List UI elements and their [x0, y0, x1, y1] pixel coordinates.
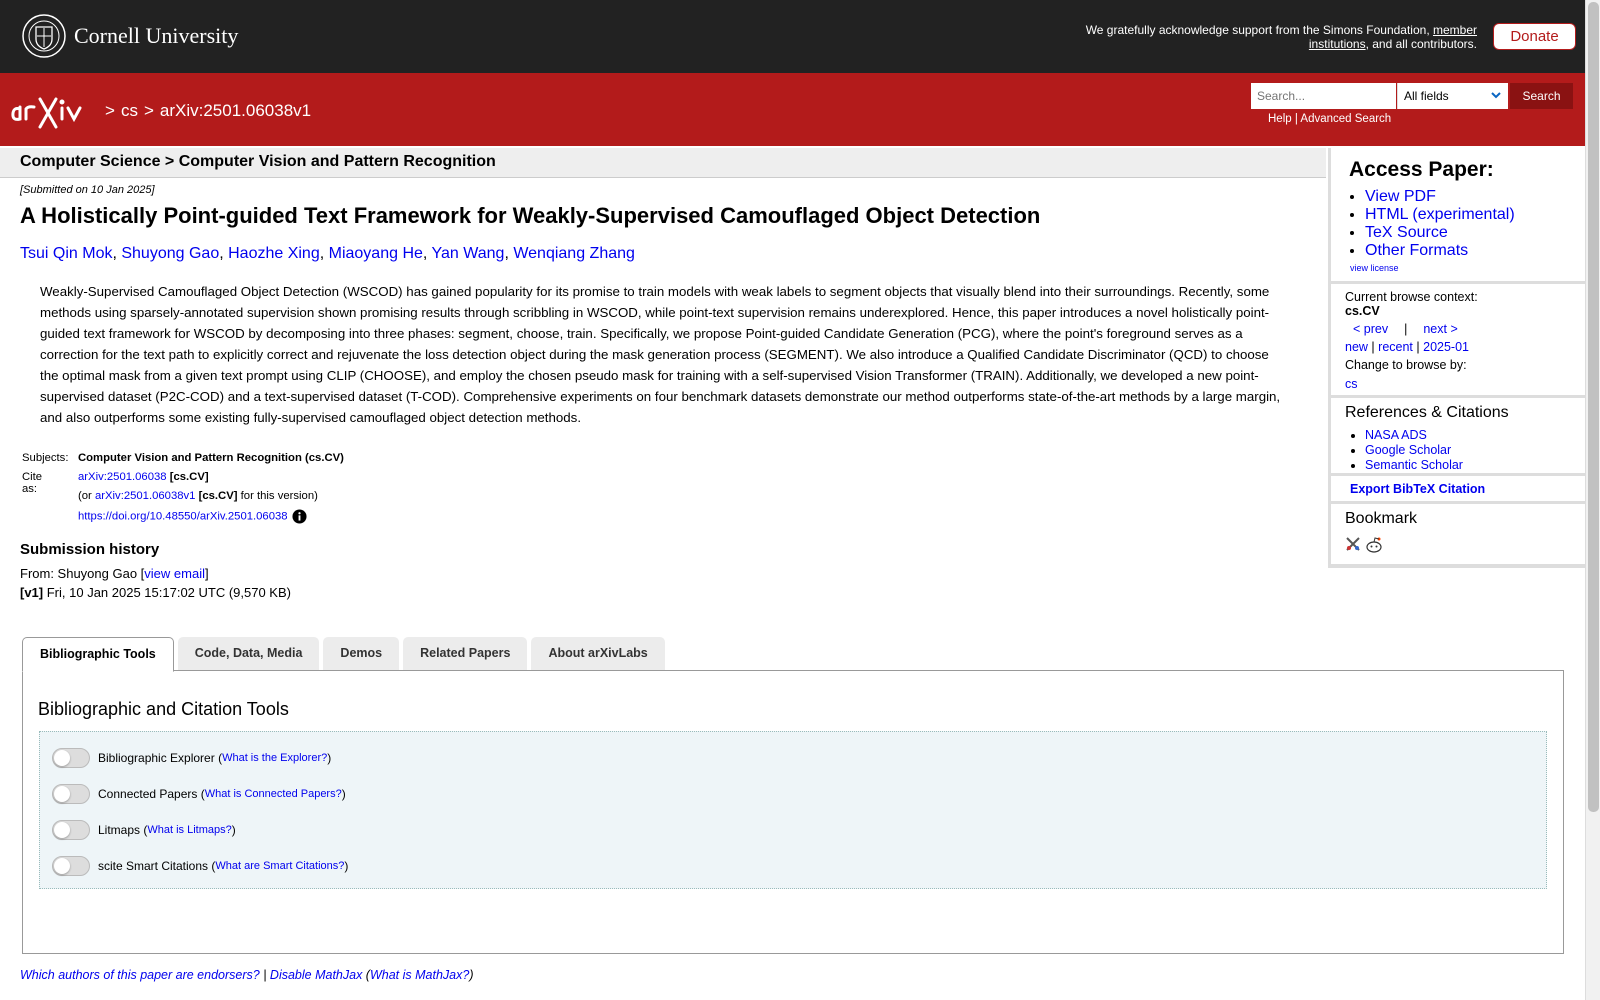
member-institutions-link[interactable]: member institutions: [1308, 23, 1477, 51]
access-paper-box: [1331, 148, 1586, 281]
category-strip: [0, 148, 1326, 178]
export-bibtex-link[interactable]: Export BibTeX Citation: [1350, 482, 1486, 496]
bibliographic-tools-panel: [22, 670, 1564, 954]
litmaps-toggle[interactable]: [52, 820, 90, 840]
category-title: Computer Science > Computer Vision and Pattern Recognition: [20, 153, 496, 170]
view-license-link[interactable]: view license: [1350, 263, 1399, 273]
help-link[interactable]: Help: [1268, 113, 1292, 125]
cite-version-link[interactable]: arXiv:2501.06038v1: [94, 490, 196, 502]
page-footer: Which authors of this paper are endorsers? | Disable MathJax (What is MathJax?): [20, 968, 474, 982]
bibsonomy-icon[interactable]: [1345, 536, 1361, 552]
tools-heading: Bibliographic and Citation Tools: [38, 699, 289, 719]
cornell-seal-icon: [22, 14, 66, 58]
tab-demos[interactable]: Demos: [323, 637, 399, 671]
browse-context-box: Current browse context: cs.CV < prev | next > new | recent | 2025-01 Change to browse by: cs: [1331, 284, 1586, 395]
tab-related-papers[interactable]: Related Papers: [403, 637, 527, 671]
export-box: [1331, 476, 1586, 501]
access-paper-title: Access Paper:: [1349, 158, 1494, 181]
html-link[interactable]: HTML (experimental): [1365, 206, 1515, 223]
header-breadcrumb: > cs > arXiv:2501.06038v1: [105, 101, 312, 120]
doi-link[interactable]: https://doi.org/10.48550/arXiv.2501.06038: [78, 510, 288, 523]
labs-tabs: [22, 637, 665, 671]
reddit-icon[interactable]: [1365, 536, 1383, 554]
top-bar: [0, 0, 1585, 73]
author-link[interactable]: Tsui Qin Mok: [20, 245, 113, 262]
connected-papers-help-link[interactable]: What is Connected Papers?: [204, 788, 342, 800]
arxiv-logo-icon[interactable]: [10, 91, 100, 131]
tool-row: Bibliographic Explorer ( What is the Explorer? ): [52, 748, 331, 768]
support-acknowledgement: We gratefully acknowledge support from the Simons Foundation, member institutions, and all contributors.: [1085, 23, 1477, 51]
author-link[interactable]: Haozhe Xing: [228, 245, 320, 262]
bookmark-box: Bookmark: [1331, 504, 1586, 564]
tab-bibliographic-tools[interactable]: Bibliographic Tools: [22, 637, 174, 672]
breadcrumb-cs[interactable]: cs: [120, 101, 138, 120]
author-link[interactable]: Yan Wang: [431, 245, 505, 262]
scrollbar-thumb[interactable]: [1588, 2, 1599, 812]
browse-context-value: cs.CV: [1345, 304, 1380, 318]
disable-mathjax-link[interactable]: Disable MathJax: [269, 968, 363, 982]
advanced-search-link[interactable]: Advanced Search: [1300, 113, 1392, 125]
version-1: [v1] Fri, 10 Jan 2025 15:17:02 UTC (9,570 KB): [20, 585, 291, 600]
nasa-ads-link[interactable]: NASA ADS: [1365, 428, 1427, 442]
info-icon[interactable]: [292, 509, 307, 524]
right-sidebar: [1328, 148, 1586, 568]
tool-row: scite Smart Citations ( What are Smart Citations? ): [52, 856, 348, 876]
subjects-value: Computer Vision and Pattern Recognition (cs.CV): [78, 452, 344, 464]
google-scholar-link[interactable]: Google Scholar: [1365, 443, 1452, 457]
submission-from: From: Shuyong Gao [view email]: [20, 566, 209, 581]
paper-title: A Holistically Point-guided Text Framework for Weakly-Supervised Camouflaged Object Detection: [20, 203, 1041, 228]
semantic-scholar-link[interactable]: Semantic Scholar: [1365, 458, 1463, 472]
search-button[interactable]: Search: [1510, 83, 1573, 109]
cornell-name: Cornell University: [74, 23, 239, 48]
abstract: Weakly-Supervised Camouflaged Object Detection (WSCOD) has gained popularity for its promise to train models with weak labels to segment objects that visually blend into their surroundings. Recently, some methods using sparsely-annotated supervision shown promising results through scribbling in WSCOD, while point-text supervision remains underexplored. Hence, this paper introduces a novel holistically point-guided text framework for WSCOD by decomposing into three phases: segment, choose, train. Specifically, we propose Point-guided Candidate Generation (PCG), where the point's foreground serves as a correction for the text path to explicitly correct and rejuvenate the loss detection object during the mask generation process (SEGMENT). We also introduce a Qualified Candidate Discriminator (QCD) to choose the optimal mask from a given text prompt using CLIP (CHOOSE), and employ the chosen pseudo mask for training with a self-supervised Vision Transformer (TRAIN). Additionally, we developed a new point-supervised dataset (P2C-COD) and a text-supervised dataset (T-COD). Comprehensive experiments on four benchmark datasets demonstrate our method outperforms state-of-the-art methods by a large margin, and also outperforms some existing fully-supervised camouflaged object detection methods.: [40, 284, 1281, 425]
cite-id-link[interactable]: arXiv:2501.06038: [78, 471, 167, 483]
explorer-help-link[interactable]: What is the Explorer?: [222, 752, 328, 764]
author-link[interactable]: Shuyong Gao: [121, 245, 220, 262]
submission-date: [Submitted on 10 Jan 2025]: [20, 184, 155, 196]
other-formats-link[interactable]: Other Formats: [1365, 242, 1469, 259]
prev-link[interactable]: < prev: [1353, 322, 1389, 336]
view-email-link[interactable]: view email: [144, 566, 205, 581]
author-list: Tsui Qin Mok, Shuyong Gao, Haozhe Xing, Miaoyang He, Yan Wang, Wenqiang Zhang: [20, 245, 635, 262]
help-links: Help | Advanced Search: [1268, 113, 1392, 125]
tab-about-arxivlabs[interactable]: About arXivLabs: [531, 637, 664, 671]
new-link[interactable]: new: [1345, 340, 1368, 354]
submission-history-heading: Submission history: [20, 541, 160, 558]
view-pdf-link[interactable]: View PDF: [1365, 188, 1436, 205]
tab-code-data-media[interactable]: Code, Data, Media: [178, 637, 320, 671]
tex-source-link[interactable]: TeX Source: [1365, 224, 1448, 241]
connected-papers-toggle[interactable]: [52, 784, 90, 804]
author-link[interactable]: Miaoyang He: [328, 245, 423, 262]
cornell-logo-link[interactable]: [22, 14, 238, 58]
browse-cs-link[interactable]: cs: [1345, 377, 1358, 391]
search-field-select[interactable]: All fields: [1397, 83, 1508, 109]
litmaps-help-link[interactable]: What is Litmaps?: [147, 824, 232, 836]
page-scrollbar[interactable]: [1585, 0, 1600, 1000]
recent-link[interactable]: recent: [1378, 340, 1413, 354]
chevron-down-icon: [1490, 89, 1502, 101]
donate-button[interactable]: Donate: [1493, 23, 1576, 50]
author-link[interactable]: Wenqiang Zhang: [513, 245, 635, 262]
scite-help-link[interactable]: What are Smart Citations?: [215, 860, 345, 872]
scite-toggle[interactable]: [52, 856, 90, 876]
search-input[interactable]: [1251, 83, 1396, 109]
endorsers-link[interactable]: Which authors of this paper are endorsers?: [20, 968, 260, 982]
bibliographic-explorer-toggle[interactable]: [52, 748, 90, 768]
what-is-mathjax-link[interactable]: What is MathJax?: [369, 968, 470, 982]
arxiv-header: [0, 73, 1585, 146]
tools-list: [39, 731, 1547, 889]
next-link[interactable]: next >: [1423, 322, 1458, 336]
tool-row: Connected Papers ( What is Connected Papers? ): [52, 784, 346, 804]
breadcrumb-paper-id: arXiv:2501.06038v1: [159, 101, 312, 120]
references-box: References & Citations • NASA ADS • Google Scholar • Semantic Scholar: [1331, 398, 1586, 473]
month-link[interactable]: 2025-01: [1423, 340, 1469, 354]
tool-row: Litmaps ( What is Litmaps? ): [52, 820, 236, 840]
